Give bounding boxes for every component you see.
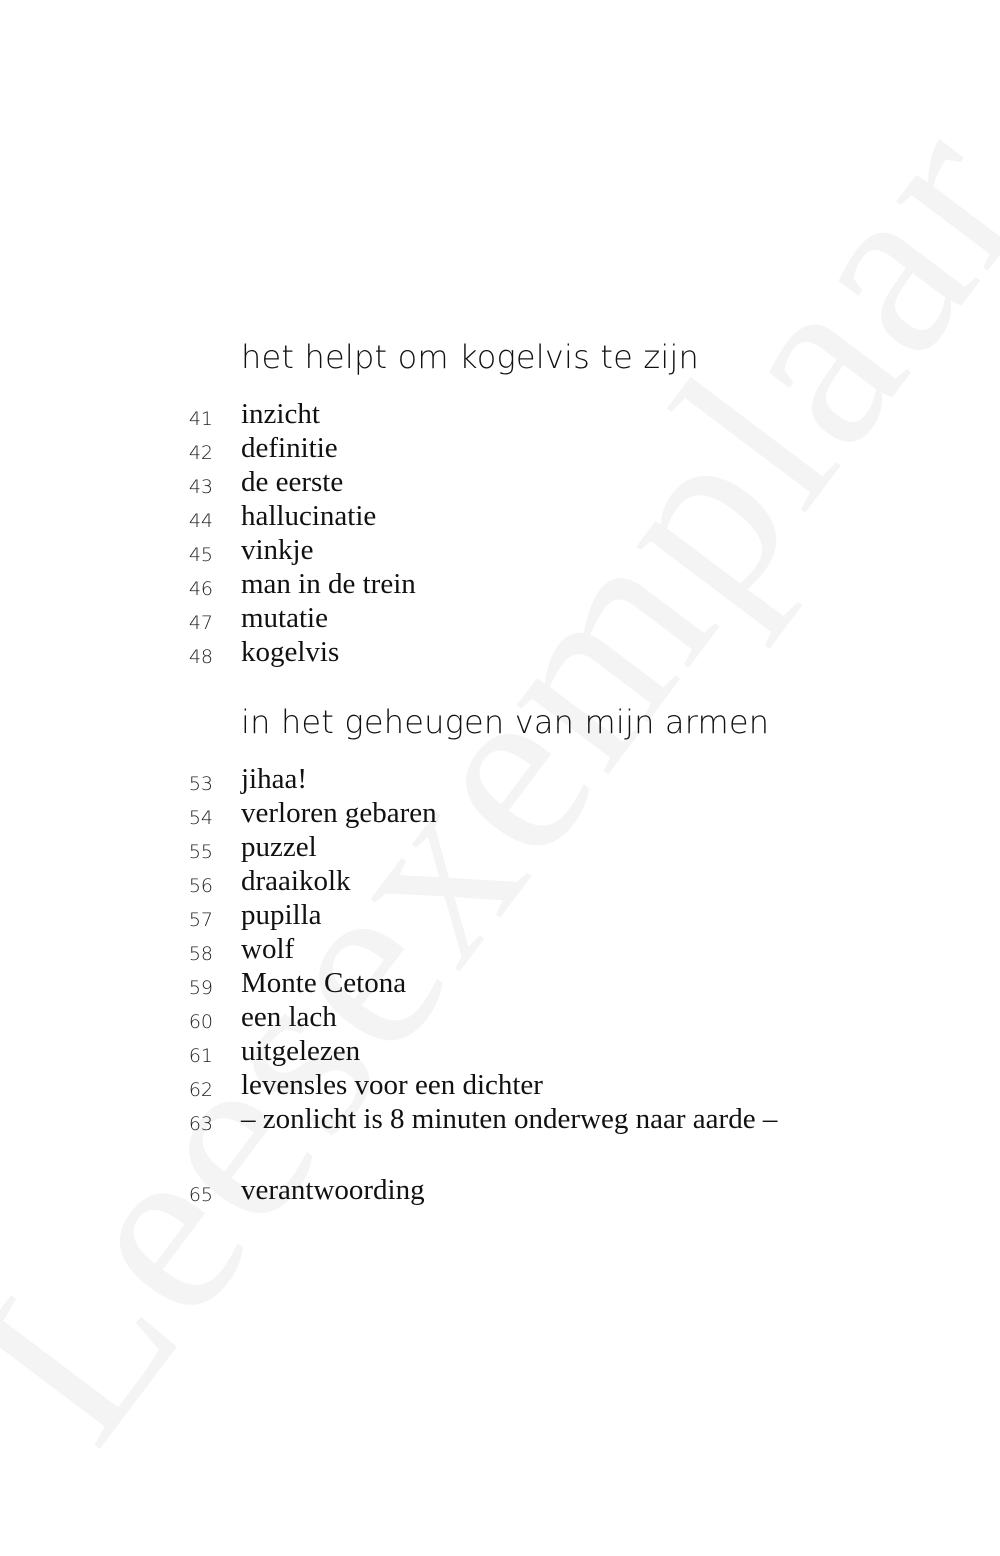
toc-page-number: 58 [188,943,213,965]
toc-page-number: 48 [188,646,213,668]
toc-entry [0,1103,1000,1137]
toc-entry [0,636,1000,670]
toc-entry-title: draaikolk [241,865,351,897]
toc-entry-title: puzzel [241,831,317,863]
section-title: het helpt om kogelvis te zijn [241,338,699,376]
toc-entry [0,432,1000,466]
toc-page-number: 43 [188,476,213,498]
toc-entry [0,1174,1000,1208]
toc-entry-title: definitie [241,432,338,464]
toc-entry-title: – zonlicht is 8 minuten onderweg naar aarde – [241,1103,778,1135]
section-title: in het geheugen van mijn armen [241,703,770,741]
toc-entry-title: verantwoording [241,1174,425,1206]
toc-entry [0,933,1000,967]
toc-entry-title: levensles voor een dichter [241,1069,543,1101]
toc-page-number: 61 [188,1045,213,1067]
toc-entry-title: uitgelezen [241,1035,361,1067]
toc-entry [0,865,1000,899]
toc-page-number: 62 [188,1079,213,1101]
toc-entry [0,831,1000,865]
toc-page-number: 47 [188,612,213,634]
toc-page-number: 54 [188,807,213,829]
toc-page-number: 46 [188,578,213,600]
toc-entry-title: inzicht [241,398,320,430]
toc-page-number: 55 [188,841,213,863]
toc-entry-title: Monte Cetona [241,967,407,999]
toc-entry-title: een lach [241,1001,337,1033]
toc-entry-title: jihaa! [241,763,308,795]
toc-entry-title: wolf [241,933,295,965]
toc-page-number: 56 [188,875,213,897]
toc-entry-title: mutatie [241,602,328,634]
toc-page-number: 63 [188,1113,213,1135]
toc-page-number: 59 [188,977,213,999]
toc-entry [0,534,1000,568]
toc-page-number: 57 [188,909,213,931]
toc-entry-title: kogelvis [241,636,340,668]
toc-page-number: 42 [188,442,213,464]
toc-entry [0,1035,1000,1069]
toc-page-number: 44 [188,510,213,532]
toc-entry-title: de eerste [241,466,344,498]
toc-entry [0,500,1000,534]
toc-entry [0,797,1000,831]
toc-entry [0,466,1000,500]
toc-entry [0,568,1000,602]
toc-entry-title: man in de trein [241,568,416,600]
toc-page-number: 53 [188,773,213,795]
toc-entry [0,967,1000,1001]
toc-page-number: 45 [188,544,213,566]
toc-entry [0,899,1000,933]
toc-entry-title: hallucinatie [241,500,377,532]
toc-page-number: 41 [188,408,213,430]
toc-page-number: 60 [188,1011,213,1033]
toc-entry-title: verloren gebaren [241,797,437,829]
toc-entry-title: pupilla [241,899,322,931]
toc-entry [0,1001,1000,1035]
toc-entry [0,602,1000,636]
toc-entry [0,763,1000,797]
toc-entry-title: vinkje [241,534,314,566]
toc-page-number: 65 [188,1184,213,1206]
toc-entry [0,398,1000,432]
toc-entry [0,1069,1000,1103]
